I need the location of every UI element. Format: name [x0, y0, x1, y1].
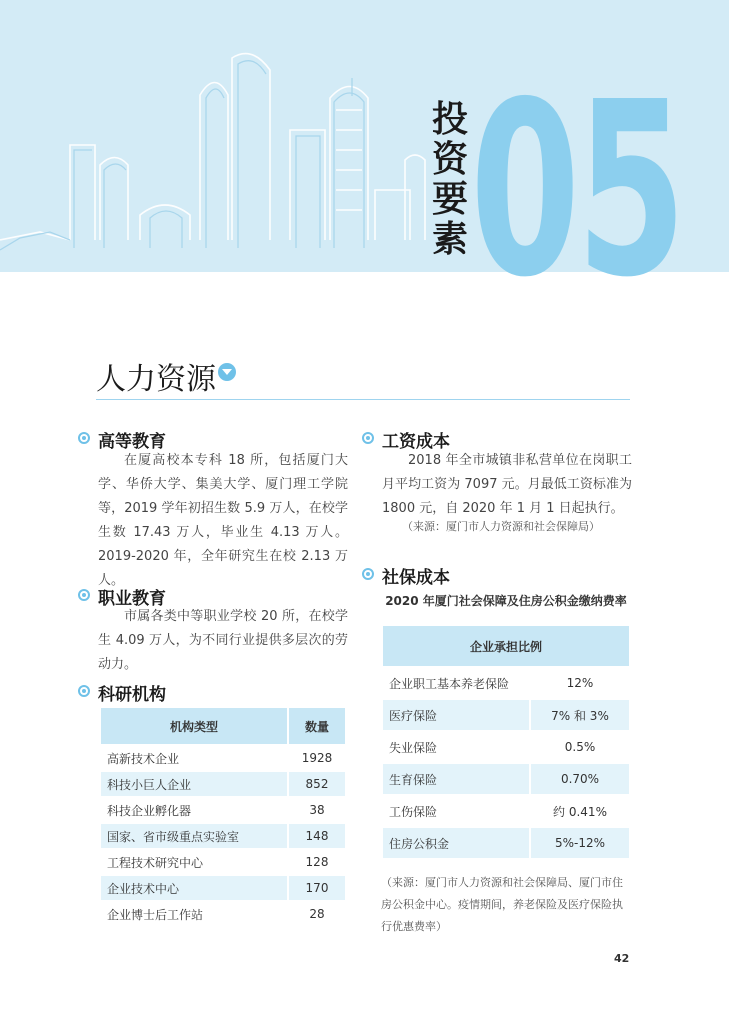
table-cell: 148 — [289, 824, 345, 848]
higher-edu-title: 高等教育 — [98, 432, 166, 452]
table-cell: 12% — [531, 668, 629, 698]
table-cell: 企业职工基本养老保险 — [383, 668, 529, 698]
table-cell: 住房公积金 — [383, 828, 529, 858]
table-row — [101, 824, 345, 848]
table-cell: 28 — [289, 902, 345, 926]
social-table-title: 2020 年厦门社会保障及住房公积金缴纳费率 — [385, 594, 627, 608]
table-cell: 工程技术研究中心 — [101, 850, 287, 874]
table-row — [383, 700, 629, 730]
table-header: 机构类型 — [101, 708, 287, 744]
table-row — [383, 828, 629, 858]
table-row — [101, 876, 345, 900]
vocational-title: 职业教育 — [98, 589, 166, 609]
table-cell: 高新技术企业 — [101, 746, 287, 770]
social-table — [381, 624, 631, 860]
wage-title: 工资成本 — [382, 432, 450, 452]
table-cell: 企业技术中心 — [101, 876, 287, 900]
heading-divider — [96, 399, 630, 400]
table-row — [383, 732, 629, 762]
table-cell: 5%-12% — [531, 828, 629, 858]
table-cell: 医疗保险 — [383, 700, 529, 730]
table-cell: 0.70% — [531, 764, 629, 794]
table-cell: 0.5% — [531, 732, 629, 762]
table-header: 数量 — [289, 708, 345, 744]
table-cell: 128 — [289, 850, 345, 874]
wage-text: 2018 年全市城镇非私营单位在岗职工月平均工资为 7097 元。月最低工资标准为 1800 元，自 2020 年 1 月 1 日起执行。 — [382, 453, 632, 516]
table-cell: 科技小巨人企业 — [101, 772, 287, 796]
wage-source: （来源：厦门市人力资源和社会保障局） — [402, 520, 600, 533]
table-cell: 企业博士后工作站 — [101, 902, 287, 926]
table-row — [101, 902, 345, 926]
social-source: （来源：厦门市人力资源和社会保障局、厦门市住房公积金中心。疫情期间，养老保险及医疗保险执行优惠费率） — [381, 876, 623, 933]
social-title: 社保成本 — [382, 568, 450, 588]
table-cell: 1928 — [289, 746, 345, 770]
bullet-icon — [362, 568, 374, 580]
research-table — [99, 706, 347, 928]
table-cell: 生育保险 — [383, 764, 529, 794]
table-cell: 科技企业孵化器 — [101, 798, 287, 822]
bullet-icon — [78, 432, 90, 444]
table-cell: 170 — [289, 876, 345, 900]
section-title: 投资要素 — [431, 99, 468, 260]
table-cell: 国家、省市级重点实验室 — [101, 824, 287, 848]
table-row — [383, 668, 629, 698]
chevron-down-icon — [218, 363, 236, 381]
table-header: 企业承担比例 — [383, 626, 629, 666]
table-cell: 工伤保险 — [383, 796, 529, 826]
page-heading: 人力资源 — [96, 362, 216, 397]
higher-edu-text: 在厦高校本专科 18 所，包括厦门大学、华侨大学、集美大学、厦门理工学院等，2019 学年初招生数 5.9 万人，在校学生数 17.43 万人，毕业生 4.13 万人。2019-2020 年，全年研究生在校 2.13 万人。 — [98, 453, 348, 588]
table-cell: 852 — [289, 772, 345, 796]
table-row — [101, 772, 345, 796]
table-cell: 7% 和 3% — [531, 700, 629, 730]
research-title: 科研机构 — [98, 685, 166, 705]
table-cell: 失业保险 — [383, 732, 529, 762]
section-number: 05 — [470, 50, 683, 330]
table-row — [383, 764, 629, 794]
bullet-icon — [362, 432, 374, 444]
page-number: 42 — [614, 952, 630, 965]
bullet-icon — [78, 589, 90, 601]
table-row — [383, 796, 629, 826]
table-cell: 38 — [289, 798, 345, 822]
vocational-text: 市属各类中等职业学校 20 所，在校学生 4.09 万人，为不同行业提供多层次的劳动力。 — [98, 609, 348, 672]
table-row — [101, 850, 345, 874]
bullet-icon — [78, 685, 90, 697]
table-cell: 约 0.41% — [531, 796, 629, 826]
table-row — [101, 746, 345, 770]
header-banner — [0, 0, 729, 330]
table-row — [101, 798, 345, 822]
